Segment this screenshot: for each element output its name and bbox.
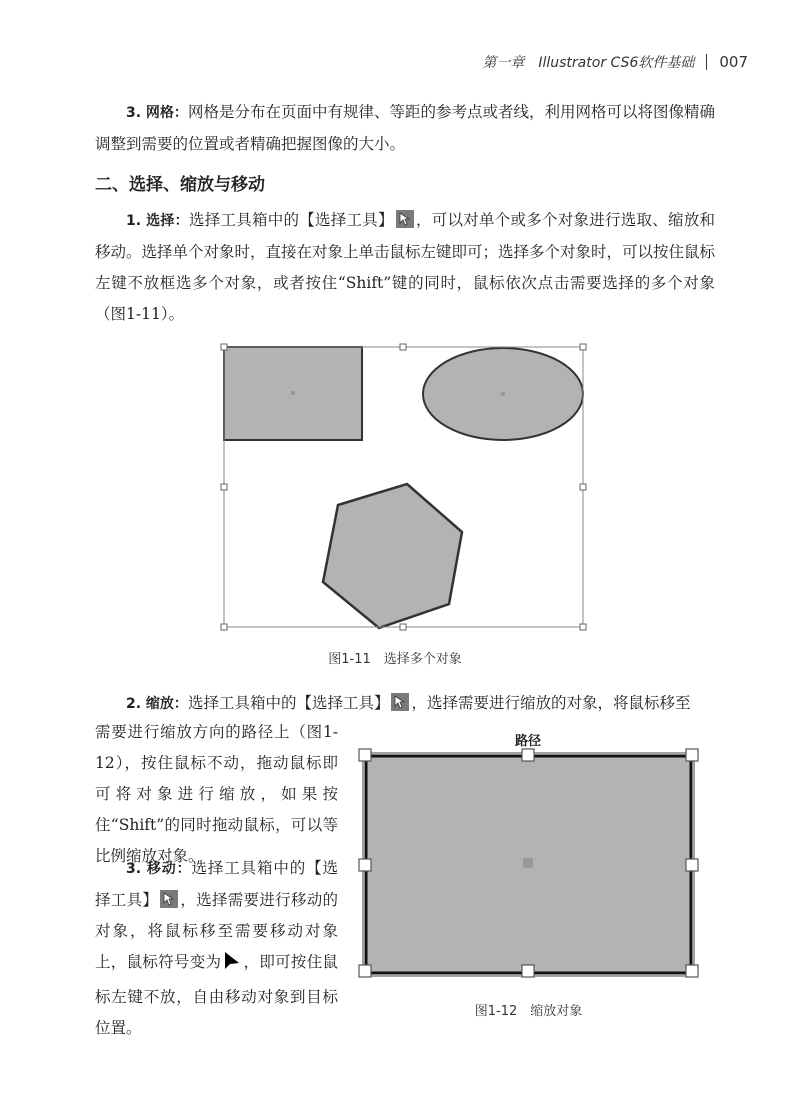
page-number: 007 — [719, 53, 748, 71]
resize-handle — [359, 859, 371, 871]
select-text-1: 选择工具箱中的【选择工具】 — [188, 211, 394, 229]
resize-handle — [686, 859, 698, 871]
selection-tool-icon — [391, 693, 409, 711]
figure1-caption: 图1-11 选择多个对象 — [328, 652, 462, 667]
resize-handle — [522, 965, 534, 977]
resize-handle — [359, 965, 371, 977]
chapter-title: 第一章 Illustrator CS6软件基础 — [482, 55, 695, 71]
selection-tool-icon — [160, 890, 178, 908]
move-text-3: ，即可按住鼠标左键不放，自由移动对象到目标位置。 — [95, 953, 338, 1037]
paragraph-grid-text: 网格是分布在页面中有规律、等距的参考点或者线，利用网格可以将图像精确调整到需要的位置或者精确把握图像的大小。 — [95, 103, 715, 153]
scale-text-1: 选择工具箱中的【选择工具】 — [187, 694, 390, 712]
shape-hexagon — [323, 484, 462, 628]
paragraph-select — [95, 205, 715, 330]
resize-handle — [686, 749, 698, 761]
term-scale: 2. 缩放： — [126, 696, 188, 712]
select-text-2: ，可以对单个或多个对象进行选取、缩放和移动。选择单个对象时，直接在对象上单击鼠标左键即可；选择多个对象时，可以按住鼠标左键不放框选多个对象，或者按住“Shift”键的同时，鼠标依次点击需要选择的多个对象（图1-11）。 — [95, 211, 716, 323]
selection-tool-icon — [396, 210, 414, 228]
scale-text-3: 需要进行缩放方向的路径上（图1-12），按住鼠标不动，拖动鼠标即可将对象进行缩放，如果按住“Shift”的同时拖动鼠标，可以等比例缩放对象。 — [95, 723, 338, 865]
move-text-2: ，选择需要进行移动的对象，将鼠标移至需要移动对象上，鼠标符号变为 — [95, 891, 338, 971]
scale-text-2: ，选择需要进行缩放的对象，将鼠标移至 — [411, 694, 691, 712]
paragraph-move — [95, 853, 338, 1044]
resize-handle — [522, 749, 534, 761]
resize-handle — [686, 965, 698, 977]
page-header — [482, 52, 748, 72]
figure-select-multiple — [220, 342, 590, 636]
term-move: 3. 移动： — [126, 861, 192, 877]
term-grid: 3. 网格： — [126, 105, 188, 121]
term-select: 1. 选择： — [126, 213, 189, 229]
paragraph-scale-line1 — [95, 688, 715, 720]
header-divider — [706, 54, 707, 70]
paragraph-grid — [95, 97, 715, 160]
figure2-caption: 图1-12 缩放对象 — [474, 1004, 583, 1019]
path-label: 路径 — [514, 734, 542, 749]
move-text-1: 选择工具箱中的【选择工具】 — [95, 859, 338, 909]
resize-handle — [359, 749, 371, 761]
figure-scale-object — [356, 728, 701, 987]
paragraph-scale-wrap — [95, 717, 338, 872]
move-cursor-icon — [223, 951, 241, 982]
section-title: 二、选择、缩放与移动 — [95, 175, 265, 195]
